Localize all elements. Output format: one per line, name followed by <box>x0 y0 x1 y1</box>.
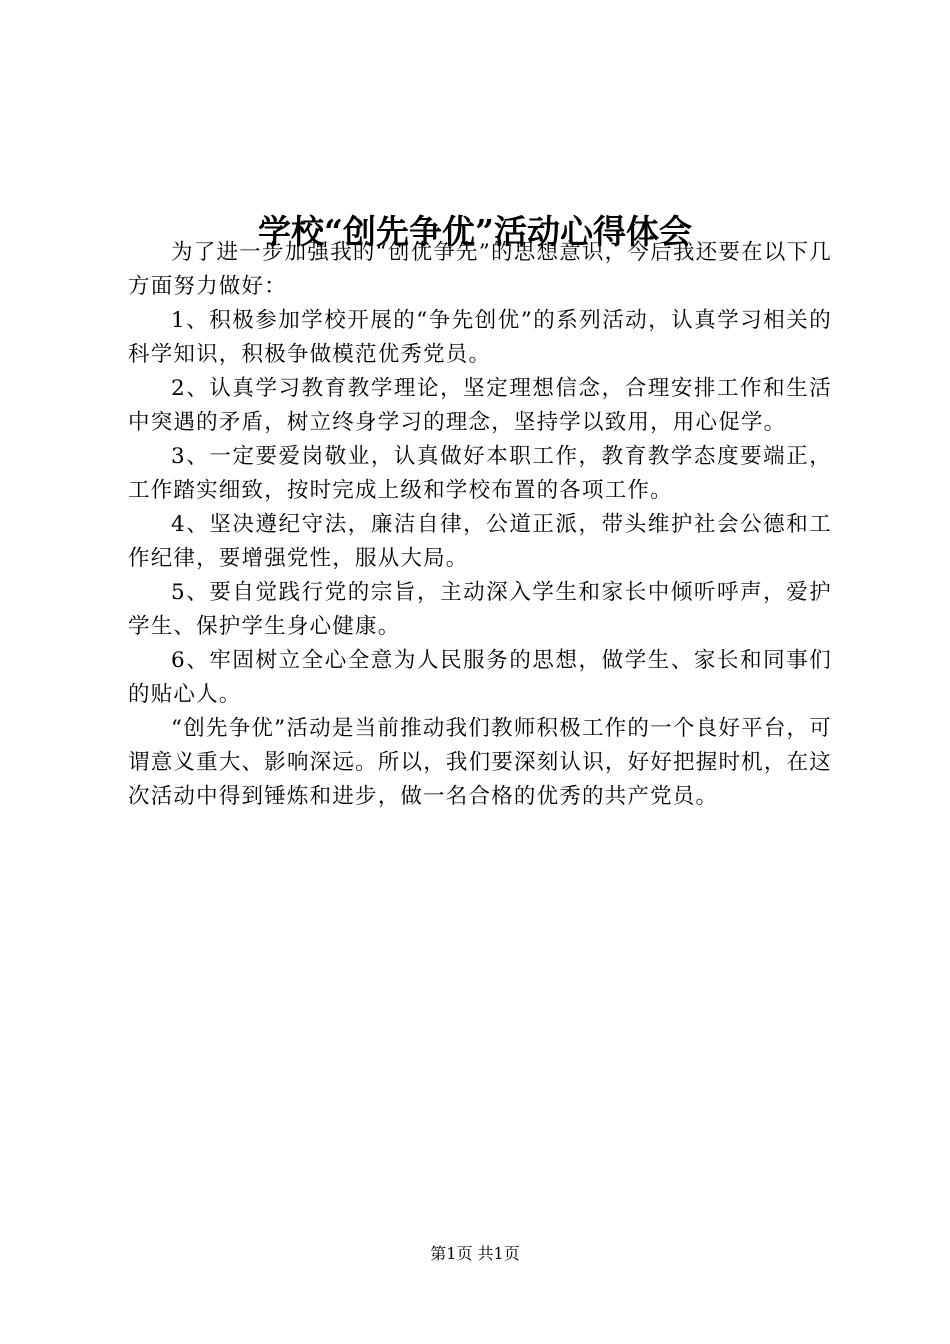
item-paragraph-2: 2、认真学习教育教学理论，坚定理想信念，合理安排工作和生活中突遇的矛盾，树立终身学习的理念，坚持学以致用，用心促学。 <box>128 376 832 435</box>
page-title: 学校“创先争优”活动心得体会 <box>258 212 692 252</box>
item-paragraph-4: 4、坚决遵纪守法，廉洁自律，公道正派，带头维护社会公德和工作纪律，要增强党性，服从大局。 <box>128 512 832 571</box>
document-body <box>128 236 832 814</box>
intro-paragraph: 为了进一步加强我的“创优争先”的思想意识，今后我还要在以下几方面努力做好： <box>128 240 832 299</box>
page-footer: 第1页 共1页 <box>430 1244 520 1263</box>
item-paragraph-3: 3、一定要爱岗敬业，认真做好本职工作，教育教学态度要端正，工作踏实细致，按时完成上级和学校布置的各项工作。 <box>128 444 832 503</box>
item-paragraph-1: 1、积极参加学校开展的“争先创优”的系列活动，认真学习相关的科学知识，积极争做模范优秀党员。 <box>128 308 832 367</box>
conclusion-paragraph: “创先争优”活动是当前推动我们教师积极工作的一个良好平台，可谓意义重大、影响深远。所以，我们要深刻认识，好好把握时机，在这次活动中得到锤炼和进步，做一名合格的优秀的共产党员。 <box>128 716 832 809</box>
item-paragraph-5: 5、要自觉践行党的宗旨，主动深入学生和家长中倾听呼声，爱护学生、保护学生身心健康。 <box>128 580 832 639</box>
item-paragraph-6: 6、牢固树立全心全意为人民服务的思想，做学生、家长和同事们的贴心人。 <box>128 648 832 707</box>
